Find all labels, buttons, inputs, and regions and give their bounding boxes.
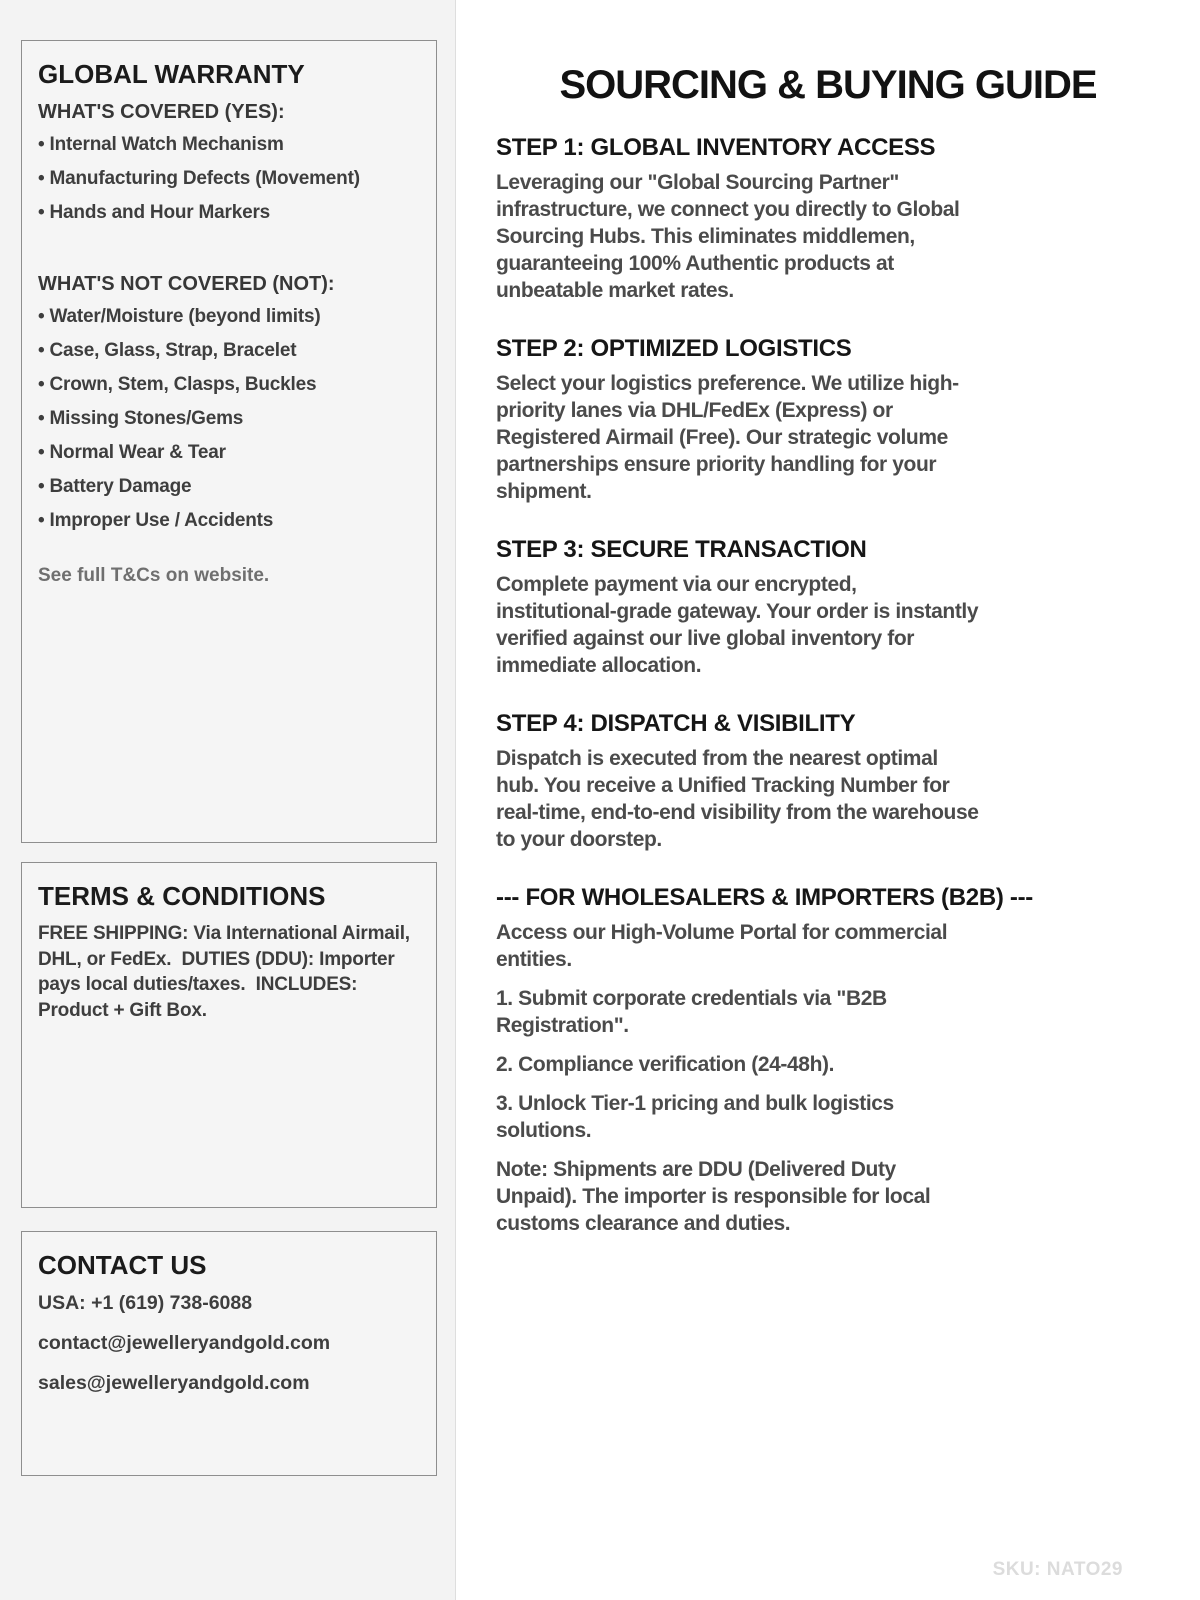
terms-conditions-box	[21, 862, 437, 1208]
list-item: • Hands and Hour Markers	[38, 201, 420, 225]
list-item: • Internal Watch Mechanism	[38, 133, 420, 157]
b2b-heading: --- FOR WHOLESALERS & IMPORTERS (B2B) ---	[496, 884, 1033, 911]
step-section	[496, 709, 1160, 853]
step-section	[496, 535, 1160, 679]
covered-list	[38, 133, 420, 225]
terms-body: FREE SHIPPING: Via International Airmail, DHL, or FedEx. DUTIES (DDU): Importer pays local duties/taxes. INCLUDES: Product + Gift Box.	[38, 923, 415, 1021]
page-title: SOURCING & BUYING GUIDE	[559, 63, 1097, 107]
step-3-body: Complete payment via our encrypted, institutional-grade gateway. Your order is instantly verified against our live global inventory for immediate allocation.	[496, 573, 979, 677]
step-1-heading: STEP 1: GLOBAL INVENTORY ACCESS	[496, 134, 936, 161]
b2b-paragraph: Note: Shipments are DDU (Delivered Duty Unpaid). The importer is responsible for local customs clearance and duties.	[496, 1158, 931, 1235]
sourcing-guide-content	[456, 0, 1200, 1600]
list-item: • Water/Moisture (beyond limits)	[38, 305, 420, 329]
step-section	[496, 334, 1160, 505]
covered-heading: WHAT'S COVERED (YES):	[38, 101, 285, 123]
contact-phone: USA: +1 (619) 738-6088	[38, 1292, 253, 1314]
not-covered-heading: WHAT'S NOT COVERED (NOT):	[38, 273, 335, 295]
contact-email: contact@jewelleryandgold.com	[38, 1332, 331, 1354]
step-1-body: Leveraging our "Global Sourcing Partner" infrastructure, we connect you directly to Global Sourcing Hubs. This eliminates middlemen, guaranteeing 100% Authentic products at unbeatable market rates.	[496, 171, 960, 302]
step-2-heading: STEP 2: OPTIMIZED LOGISTICS	[496, 335, 852, 362]
list-item: • Case, Glass, Strap, Bracelet	[38, 339, 420, 363]
step-2-body: Select your logistics preference. We utilize high-priority lanes via DHL/FedEx (Express) or Registered Airmail (Free). Our strategic volume partnerships ensure priority handling for your shipment.	[496, 372, 959, 503]
global-warranty-box	[21, 40, 437, 843]
step-4-body: Dispatch is executed from the nearest optimal hub. You receive a Unified Tracking Number for real-time, end-to-end visibility from the warehouse to your doorstep.	[496, 747, 979, 851]
list-item: • Missing Stones/Gems	[38, 407, 420, 431]
list-item: • Improper Use / Accidents	[38, 509, 420, 533]
step-4-heading: STEP 4: DISPATCH & VISIBILITY	[496, 710, 856, 737]
contact-sales-email: sales@jewelleryandgold.com	[38, 1372, 310, 1394]
b2b-section	[496, 883, 1160, 1237]
not-covered-list	[38, 305, 420, 533]
info-sidebar	[0, 0, 456, 1600]
terms-title: TERMS & CONDITIONS	[38, 881, 326, 911]
warranty-title: GLOBAL WARRANTY	[38, 59, 305, 89]
list-item: • Normal Wear & Tear	[38, 441, 420, 465]
list-item: • Battery Damage	[38, 475, 420, 499]
step-section	[496, 133, 1160, 304]
sku-label: SKU: NATO29	[992, 1559, 1123, 1580]
warranty-footnote: See full T&Cs on website.	[38, 565, 270, 586]
b2b-paragraph: Access our High-Volume Portal for commercial entities.	[496, 921, 948, 971]
contact-title: CONTACT US	[38, 1250, 207, 1280]
step-3-heading: STEP 3: SECURE TRANSACTION	[496, 536, 867, 563]
contact-us-box	[21, 1231, 437, 1476]
b2b-paragraph: 1. Submit corporate credentials via "B2B Registration".	[496, 987, 887, 1037]
b2b-paragraph: 3. Unlock Tier-1 pricing and bulk logistics solutions.	[496, 1092, 894, 1142]
list-item: • Crown, Stem, Clasps, Buckles	[38, 373, 420, 397]
list-item: • Manufacturing Defects (Movement)	[38, 167, 420, 191]
b2b-paragraph: 2. Compliance verification (24-48h).	[496, 1053, 835, 1076]
